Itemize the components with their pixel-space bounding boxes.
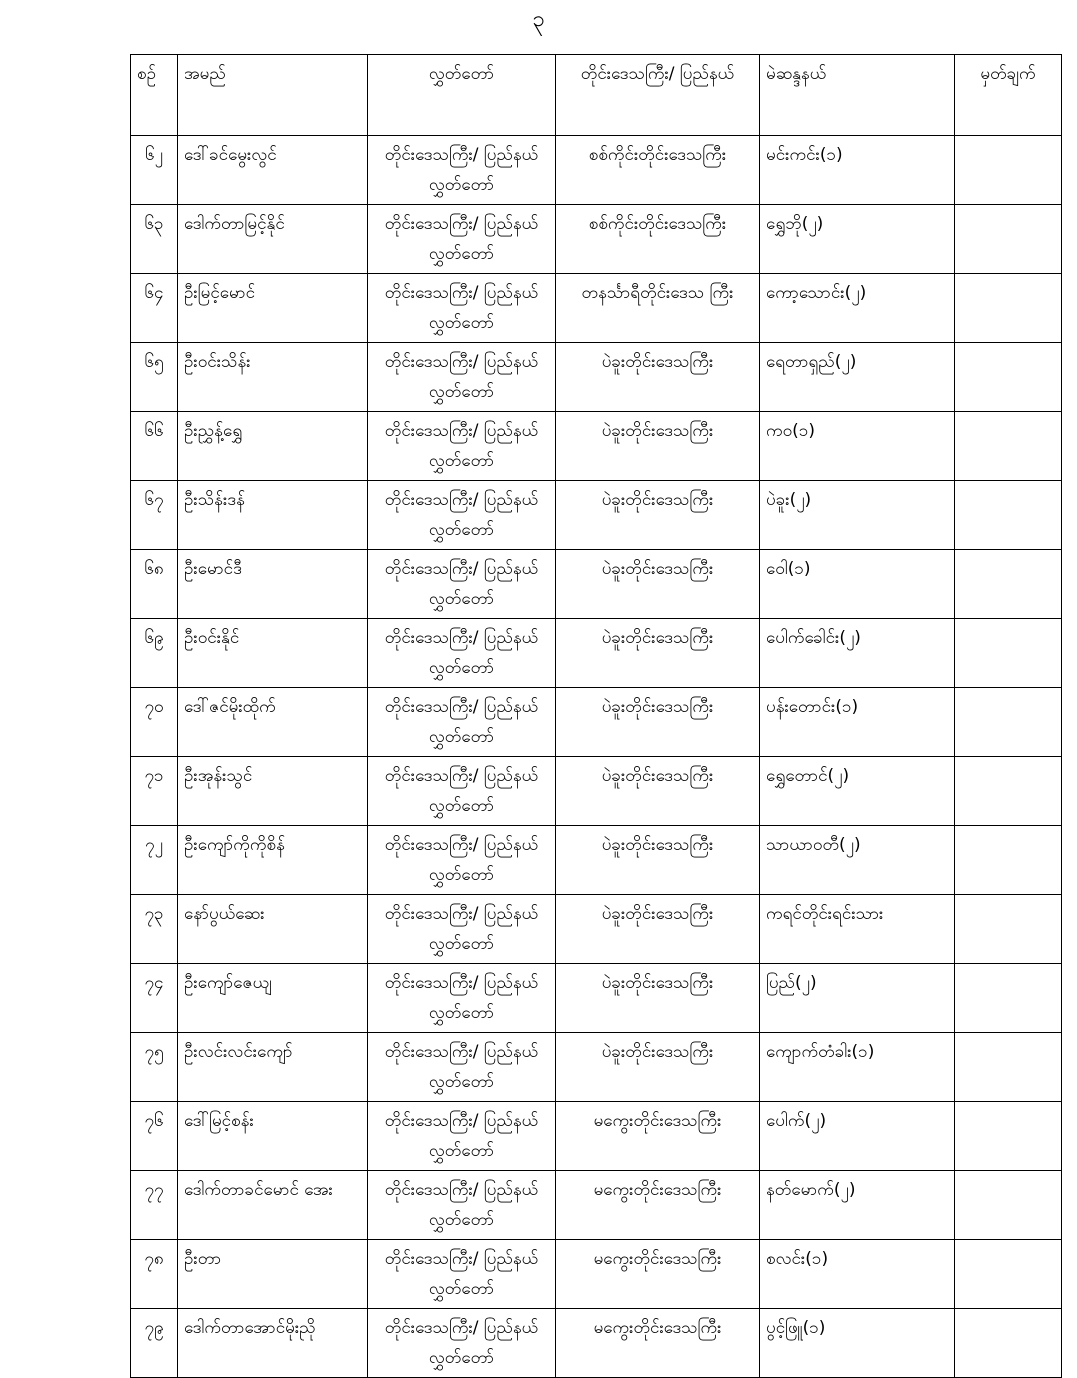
- cell-region: ပဲခူးတိုင်းဒေသကြီး: [556, 688, 760, 757]
- cell-region: ပဲခူးတိုင်းဒေသကြီး: [556, 757, 760, 826]
- cell-region: ပဲခူးတိုင်းဒေသကြီး: [556, 964, 760, 1033]
- cell-hluttaw: တိုင်းဒေသကြီး/ ပြည်နယ်လွှတ်တော်: [368, 1309, 556, 1378]
- table-row: [131, 1171, 1062, 1240]
- cell-name: ဒေါက်တာမြင့်နိုင်: [178, 205, 368, 274]
- cell-constituency: သာယာဝတီ(၂): [760, 826, 955, 895]
- table-row: [131, 550, 1062, 619]
- cell-no: ၇၆: [131, 1102, 178, 1171]
- cell-name: ဦးဝင်းသိန်း: [178, 343, 368, 412]
- cell-hluttaw: တိုင်းဒေသကြီး/ ပြည်နယ်လွှတ်တော်: [368, 481, 556, 550]
- cell-constituency: ရေတာရှည်(၂): [760, 343, 955, 412]
- cell-region: ပဲခူးတိုင်းဒေသကြီး: [556, 550, 760, 619]
- cell-hluttaw: တိုင်းဒေသကြီး/ ပြည်နယ်လွှတ်တော်: [368, 1171, 556, 1240]
- cell-hluttaw: တိုင်းဒေသကြီး/ ပြည်နယ်လွှတ်တော်: [368, 688, 556, 757]
- cell-region: ပဲခူးတိုင်းဒေသကြီး: [556, 619, 760, 688]
- cell-remarks: [955, 550, 1062, 619]
- cell-remarks: [955, 1240, 1062, 1309]
- cell-no: ၇၈: [131, 1240, 178, 1309]
- cell-name: ဦးညွှန့်ရွှေ: [178, 412, 368, 481]
- table-row: [131, 1240, 1062, 1309]
- cell-region: မကွေးတိုင်းဒေသကြီး: [556, 1171, 760, 1240]
- cell-region: ပဲခူးတိုင်းဒေသကြီး: [556, 343, 760, 412]
- cell-no: ၆၇: [131, 481, 178, 550]
- cell-hluttaw: တိုင်းဒေသကြီး/ ပြည်နယ်လွှတ်တော်: [368, 205, 556, 274]
- table-row: [131, 688, 1062, 757]
- cell-no: ၆၄: [131, 274, 178, 343]
- cell-region: တနင်္သာရီတိုင်းဒေသ ကြီး: [556, 274, 760, 343]
- table-row: [131, 895, 1062, 964]
- cell-no: ၆၂: [131, 136, 178, 205]
- cell-hluttaw: တိုင်းဒေသကြီး/ ပြည်နယ်လွှတ်တော်: [368, 136, 556, 205]
- cell-region: စစ်ကိုင်းတိုင်းဒေသကြီး: [556, 136, 760, 205]
- cell-hluttaw: တိုင်းဒေသကြီး/ ပြည်နယ်လွှတ်တော်: [368, 964, 556, 1033]
- cell-constituency: ရွှေဘို(၂): [760, 205, 955, 274]
- cell-name: ဒေါက်တာအောင်မိုးညို: [178, 1309, 368, 1378]
- cell-remarks: [955, 412, 1062, 481]
- cell-region: ပဲခူးတိုင်းဒေသကြီး: [556, 412, 760, 481]
- cell-constituency: ကော့သောင်း(၂): [760, 274, 955, 343]
- table-body: [131, 136, 1062, 1378]
- cell-hluttaw: တိုင်းဒေသကြီး/ ပြည်နယ်လွှတ်တော်: [368, 1102, 556, 1171]
- members-table: [130, 54, 1062, 1378]
- table-row: [131, 1033, 1062, 1102]
- header-constituency: မဲဆန္ဒနယ်: [760, 55, 955, 136]
- cell-no: ၇၅: [131, 1033, 178, 1102]
- cell-hluttaw: တိုင်းဒေသကြီး/ ပြည်နယ်လွှတ်တော်: [368, 619, 556, 688]
- table-row: [131, 826, 1062, 895]
- cell-remarks: [955, 343, 1062, 412]
- cell-remarks: [955, 136, 1062, 205]
- cell-name: ဦးမြင့်မောင်: [178, 274, 368, 343]
- cell-region: စစ်ကိုင်းတိုင်းဒေသကြီး: [556, 205, 760, 274]
- cell-remarks: [955, 619, 1062, 688]
- cell-remarks: [955, 688, 1062, 757]
- cell-region: ပဲခူးတိုင်းဒေသကြီး: [556, 826, 760, 895]
- cell-remarks: [955, 1033, 1062, 1102]
- table-row: [131, 757, 1062, 826]
- cell-remarks: [955, 826, 1062, 895]
- cell-name: ဒေါ်ခင်မွေးလွင်: [178, 136, 368, 205]
- header-no: စဉ်: [131, 55, 178, 136]
- cell-constituency: မင်းကင်း(၁): [760, 136, 955, 205]
- cell-remarks: [955, 1171, 1062, 1240]
- cell-hluttaw: တိုင်းဒေသကြီး/ ပြည်နယ်လွှတ်တော်: [368, 757, 556, 826]
- cell-no: ၇၀: [131, 688, 178, 757]
- table-row: [131, 481, 1062, 550]
- cell-no: ၆၆: [131, 412, 178, 481]
- cell-name: ဦးလင်းလင်းကျော်: [178, 1033, 368, 1102]
- cell-name: ဒေါက်တာခင်မောင် အေး: [178, 1171, 368, 1240]
- table-row: [131, 1102, 1062, 1171]
- cell-constituency: ပွင့်ဖြူ(၁): [760, 1309, 955, 1378]
- cell-constituency: ရွှေတောင်(၂): [760, 757, 955, 826]
- cell-no: ၇၉: [131, 1309, 178, 1378]
- cell-region: ပဲခူးတိုင်းဒေသကြီး: [556, 895, 760, 964]
- cell-hluttaw: တိုင်းဒေသကြီး/ ပြည်နယ်လွှတ်တော်: [368, 550, 556, 619]
- cell-name: ဦးမောင်ဒီ: [178, 550, 368, 619]
- cell-remarks: [955, 1309, 1062, 1378]
- cell-no: ၆၈: [131, 550, 178, 619]
- cell-hluttaw: တိုင်းဒေသကြီး/ ပြည်နယ်လွှတ်တော်: [368, 343, 556, 412]
- table-row: [131, 619, 1062, 688]
- cell-name: ဒေါ်ဇင်မိုးထိုက်: [178, 688, 368, 757]
- cell-constituency: ပေါက်ခေါင်း(၂): [760, 619, 955, 688]
- cell-no: ၆၉: [131, 619, 178, 688]
- cell-hluttaw: တိုင်းဒေသကြီး/ ပြည်နယ်လွှတ်တော်: [368, 274, 556, 343]
- cell-no: ၇၂: [131, 826, 178, 895]
- cell-no: ၇၃: [131, 895, 178, 964]
- cell-constituency: ပန်းတောင်း(၁): [760, 688, 955, 757]
- cell-name: နော်ပွယ်ဆေး: [178, 895, 368, 964]
- table-row: [131, 274, 1062, 343]
- cell-no: ၆၅: [131, 343, 178, 412]
- table-header-row: [131, 55, 1062, 136]
- cell-name: ဦးကျော်ဇေယျ: [178, 964, 368, 1033]
- cell-no: ၇၄: [131, 964, 178, 1033]
- cell-region: မကွေးတိုင်းဒေသကြီး: [556, 1102, 760, 1171]
- cell-region: မကွေးတိုင်းဒေသကြီး: [556, 1240, 760, 1309]
- cell-hluttaw: တိုင်းဒေသကြီး/ ပြည်နယ်လွှတ်တော်: [368, 412, 556, 481]
- cell-region: ပဲခူးတိုင်းဒေသကြီး: [556, 1033, 760, 1102]
- cell-name: ဦးကျော်ကိုကိုစိန်: [178, 826, 368, 895]
- cell-constituency: ပဲခူး(၂): [760, 481, 955, 550]
- cell-remarks: [955, 205, 1062, 274]
- cell-hluttaw: တိုင်းဒေသကြီး/ ပြည်နယ်လွှတ်တော်: [368, 1240, 556, 1309]
- table-row: [131, 205, 1062, 274]
- cell-no: ၇၇: [131, 1171, 178, 1240]
- cell-hluttaw: တိုင်းဒေသကြီး/ ပြည်နယ်လွှတ်တော်: [368, 826, 556, 895]
- header-region: တိုင်းဒေသကြီး/ ပြည်နယ်: [556, 55, 760, 136]
- cell-name: ဦးအုန်းသွင်: [178, 757, 368, 826]
- cell-region: ပဲခူးတိုင်းဒေသကြီး: [556, 481, 760, 550]
- cell-name: ဦးဝင်းနိုင်: [178, 619, 368, 688]
- cell-remarks: [955, 895, 1062, 964]
- cell-region: မကွေးတိုင်းဒေသကြီး: [556, 1309, 760, 1378]
- table-row: [131, 1309, 1062, 1378]
- header-remarks: မှတ်ချက်: [955, 55, 1062, 136]
- page-number: ၃: [532, 7, 545, 32]
- cell-remarks: [955, 757, 1062, 826]
- table-row: [131, 343, 1062, 412]
- cell-remarks: [955, 1102, 1062, 1171]
- cell-constituency: ကဝ(၁): [760, 412, 955, 481]
- cell-name: ဦးတာ: [178, 1240, 368, 1309]
- cell-remarks: [955, 481, 1062, 550]
- header-name: အမည်: [178, 55, 368, 136]
- cell-remarks: [955, 964, 1062, 1033]
- table-row: [131, 412, 1062, 481]
- cell-hluttaw: တိုင်းဒေသကြီး/ ပြည်နယ်လွှတ်တော်: [368, 1033, 556, 1102]
- cell-constituency: စလင်း(၁): [760, 1240, 955, 1309]
- cell-name: ဒေါ်မြင့်စန်း: [178, 1102, 368, 1171]
- cell-no: ၆၃: [131, 205, 178, 274]
- cell-constituency: နတ်မောက်(၂): [760, 1171, 955, 1240]
- header-hluttaw: လွှတ်တော်: [368, 55, 556, 136]
- cell-constituency: ကရင်တိုင်းရင်းသား: [760, 895, 955, 964]
- cell-constituency: ပေါက်(၂): [760, 1102, 955, 1171]
- table-row: [131, 964, 1062, 1033]
- cell-no: ၇၁: [131, 757, 178, 826]
- cell-name: ဦးသိန်းဒန်: [178, 481, 368, 550]
- cell-constituency: ပြည်(၂): [760, 964, 955, 1033]
- cell-constituency: ကျောက်တံခါး(၁): [760, 1033, 955, 1102]
- cell-constituency: ဝေါ(၁): [760, 550, 955, 619]
- cell-remarks: [955, 274, 1062, 343]
- table-row: [131, 136, 1062, 205]
- cell-hluttaw: တိုင်းဒေသကြီး/ ပြည်နယ်လွှတ်တော်: [368, 895, 556, 964]
